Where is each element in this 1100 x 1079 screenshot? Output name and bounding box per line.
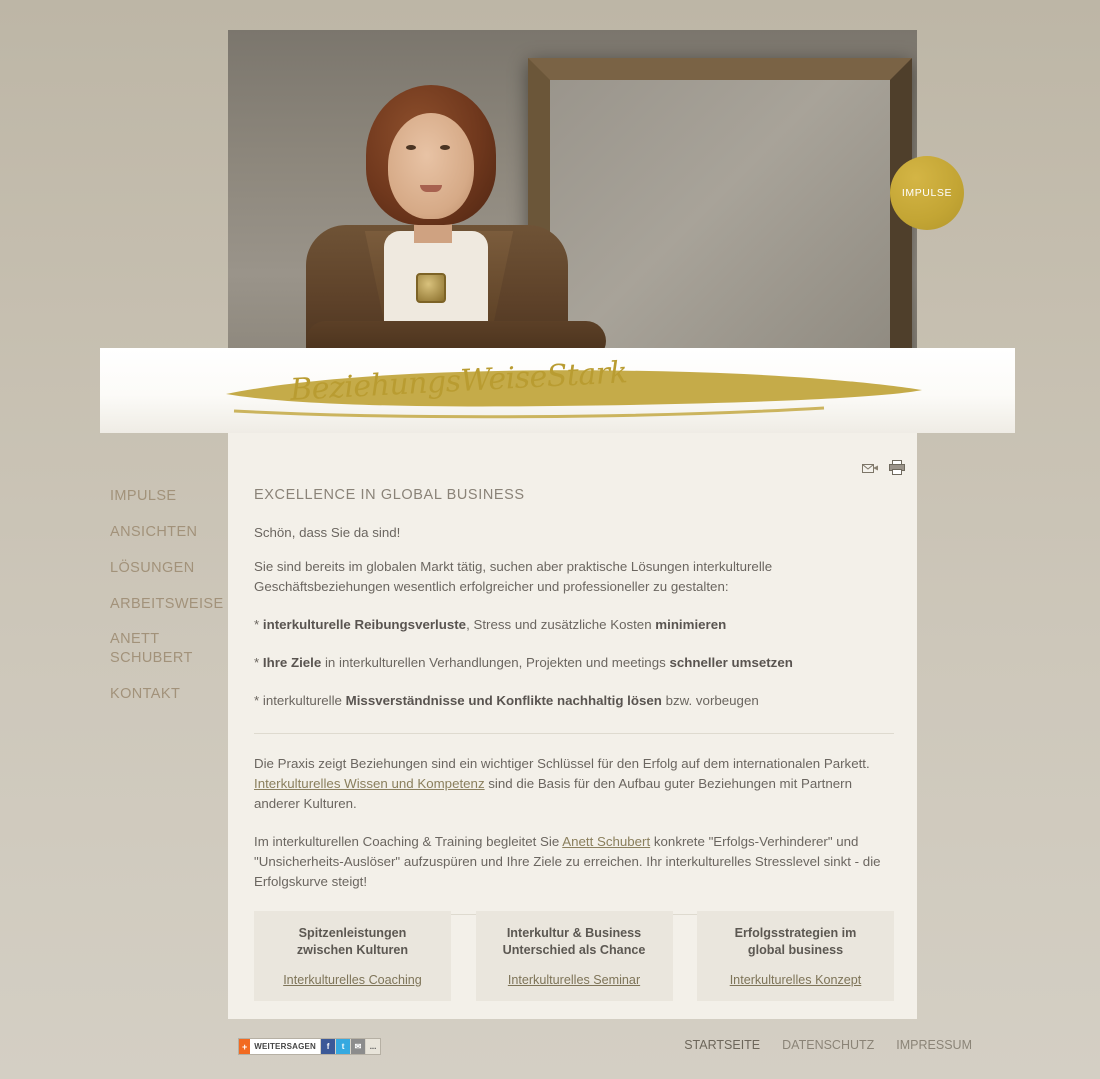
logo-wordmark[interactable]: BeziehungsWeiseStark — [289, 355, 629, 408]
portrait-woman — [288, 85, 588, 355]
sidebar-item-kontakt[interactable]: KONTAKT — [110, 686, 181, 702]
impulse-badge-label: IMPULSE — [901, 187, 953, 199]
bullet-3-prefix: * interkulturelle — [254, 693, 346, 708]
eye-right — [440, 145, 450, 150]
footer-navigation — [632, 1038, 1100, 1052]
coaching-text-2: konkrete "Erfolgs-Verhinderer" und "Unsicherheits-Auslöser" aufzuspüren und Ihre Ziele zu erreichen. Ihr interkulturelles Stresslevel sinkt - die Erfolgskurve steigt! — [254, 834, 881, 889]
teaser-box-coaching-title — [297, 925, 408, 959]
teaser-box-seminar-title — [503, 925, 646, 959]
sidebar-item-ansichten[interactable]: ANSICHTEN — [110, 524, 198, 540]
teaser-box-konzept-link[interactable]: Interkulturelles Konzept — [729, 973, 862, 987]
bullet-1-mid: , Stress und zusätzliche Kosten — [466, 617, 656, 632]
content-card — [228, 433, 917, 1019]
teaser-box-coaching-link[interactable]: Interkulturelles Coaching — [283, 973, 422, 987]
divider-top — [254, 733, 894, 734]
teaser-box-konzept-title-line1: Erfolgsstrategien im — [734, 926, 857, 940]
share-plus-icon[interactable]: + — [239, 1039, 250, 1054]
bullet-1-strong1: interkulturelle Reibungsverluste — [262, 617, 467, 632]
practice-paragraph — [254, 754, 894, 814]
sidebar-item-anett-schubert[interactable] — [110, 630, 220, 668]
practice-text-1: Die Praxis zeigt Beziehungen sind ein wichtiger Schlüssel für den Erfolg auf dem internationalen Parkett. — [254, 756, 870, 771]
coaching-text-1: Im interkulturellen Coaching & Training begleitet Sie — [254, 834, 563, 849]
bullet-2-prefix: * — [254, 655, 263, 670]
share-label: WEITERSAGEN — [254, 1042, 317, 1051]
teaser-box-seminar-link[interactable]: Interkulturelles Seminar — [507, 973, 641, 987]
teaser-box-konzept[interactable] — [697, 911, 894, 1001]
mail-forward-icon[interactable] — [862, 461, 879, 475]
teaser-box-coaching-title-line1: Spitzenleistungen — [298, 926, 407, 940]
logo-band — [100, 348, 1015, 433]
impulse-badge[interactable] — [890, 156, 964, 230]
main-navigation — [110, 486, 224, 720]
eye-left — [406, 145, 416, 150]
intro-paragraph: Sie sind bereits im globalen Markt tätig, suchen aber praktische Lösungen interkulturelle Geschäftsbeziehungen wesentlich erfolgreicher und professioneller zu gestalten: — [254, 559, 773, 594]
sidebar-item-impulse[interactable]: IMPULSE — [110, 488, 177, 504]
footer-link-impressum[interactable]: IMPRESSUM — [896, 1038, 972, 1052]
bullet-3 — [254, 691, 894, 711]
more-options-icon[interactable]: ... — [365, 1039, 380, 1054]
coaching-paragraph — [254, 832, 894, 892]
article-body — [254, 523, 894, 935]
teaser-box-coaching-title-line2: zwischen Kulturen — [296, 943, 409, 957]
teaser-boxes — [254, 911, 894, 1001]
link-anett-schubert[interactable]: Anett Schubert — [562, 834, 651, 849]
bullet-2-mid: in interkulturellen Verhandlungen, Projekten und meetings — [321, 655, 670, 670]
teaser-box-coaching[interactable] — [254, 911, 451, 1001]
mouth — [420, 185, 442, 192]
sidebar-item-loesungen[interactable]: LÖSUNGEN — [110, 560, 195, 576]
bullet-1-strong2: minimieren — [655, 617, 727, 632]
facebook-icon[interactable]: f — [320, 1039, 335, 1054]
link-interkulturelles-wissen[interactable]: Interkulturelles Wissen und Kompetenz — [254, 776, 485, 791]
teaser-box-seminar-title-line1: Interkultur & Business — [506, 926, 642, 940]
mail-icon[interactable]: ✉ — [350, 1039, 365, 1054]
greeting-paragraph: Schön, dass Sie da sind! — [254, 525, 401, 540]
bullet-1 — [254, 615, 894, 635]
page-title: EXCELLENCE IN GLOBAL BUSINESS — [254, 487, 525, 503]
brooch — [416, 273, 446, 303]
sidebar-item-arbeitsweise[interactable]: ARBEITSWEISE — [110, 596, 224, 612]
bullet-3-strong2: Missverständnisse und Konflikte nachhaltig lösen — [345, 693, 662, 708]
share-widget[interactable] — [238, 1038, 381, 1055]
page-tools — [862, 460, 905, 475]
footer-link-datenschutz[interactable]: DATENSCHUTZ — [782, 1038, 875, 1052]
footer-link-startseite[interactable]: STARTSEITE — [684, 1038, 761, 1052]
face — [388, 113, 474, 219]
teaser-box-seminar-title-line2: Unterschied als Chance — [502, 943, 646, 957]
sidebar-item-anett-schubert-label: ANETT SCHUBERT — [110, 631, 193, 666]
hero-image — [228, 30, 917, 355]
bullet-3-suffix: bzw. vorbeugen — [661, 693, 759, 708]
bullet-1-prefix: * — [254, 617, 263, 632]
teaser-box-seminar[interactable] — [476, 911, 673, 1001]
teaser-box-konzept-title — [735, 925, 857, 959]
bullet-2-strong1: Ihre Ziele — [262, 655, 322, 670]
printer-icon[interactable] — [889, 460, 905, 475]
practice-text-2: sind die Basis für den Aufbau guter Beziehungen mit Partnern anderer Kulturen. — [254, 776, 852, 811]
twitter-icon[interactable]: t — [335, 1039, 350, 1054]
bullet-2-strong2: schneller umsetzen — [669, 655, 793, 670]
bullet-2 — [254, 653, 894, 673]
teaser-box-konzept-title-line2: global business — [747, 943, 844, 957]
